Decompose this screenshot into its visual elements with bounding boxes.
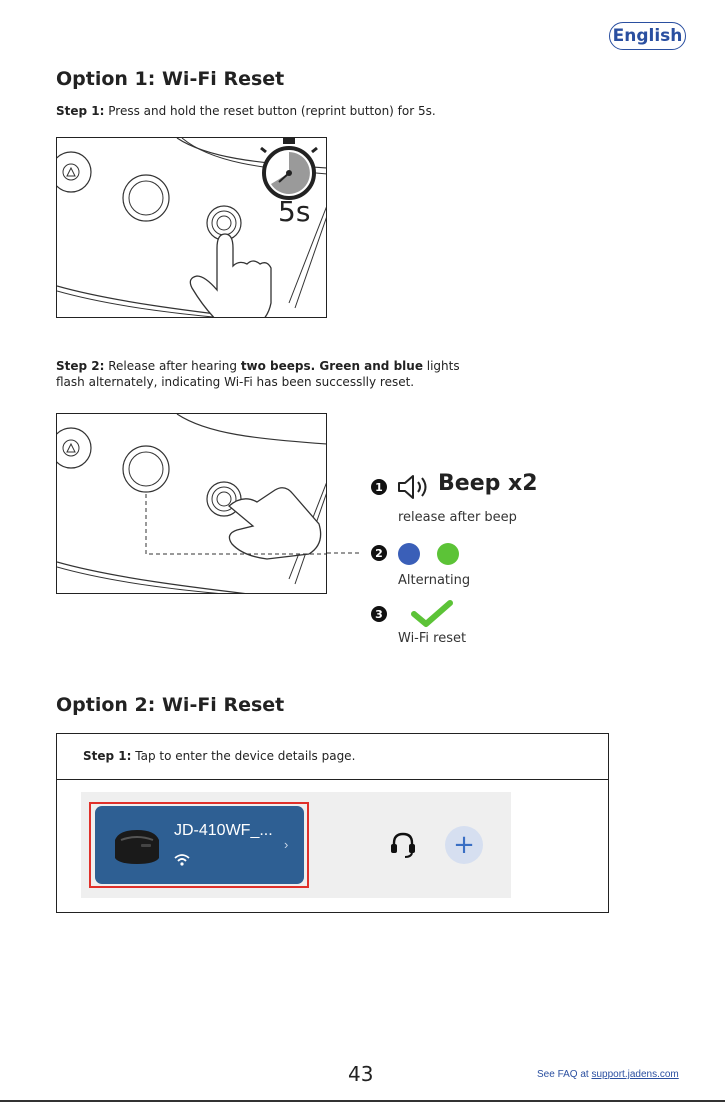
device-card-highlight (89, 802, 309, 888)
option2-step1-label: Step 1: (83, 749, 132, 763)
option1-step1-text (56, 103, 436, 119)
option1-title: Option 1: Wi-Fi Reset (56, 68, 285, 90)
alternating-label: Alternating (398, 573, 471, 588)
step1-label: Step 1: (56, 104, 105, 118)
hold-time-label: 5s (278, 195, 311, 228)
step2-line2: flash alternately, indicating Wi-Fi has been successlly reset. (56, 375, 415, 389)
option2-step1-instruction: Tap to enter the device details page. (131, 749, 356, 763)
device-name: JD-410WF_... (174, 822, 273, 839)
page-number: 43 (348, 1062, 374, 1086)
annotation-number-2: 2 (371, 545, 387, 561)
annotation-number-3: 3 (371, 606, 387, 622)
faq-prefix: See FAQ at (537, 1069, 592, 1080)
headset-icon[interactable] (389, 831, 417, 859)
speaker-icon (397, 474, 431, 500)
step2-text-a: Release after hearing (104, 359, 241, 373)
option2-title: Option 2: Wi-Fi Reset (56, 694, 285, 716)
release-illustration (56, 413, 327, 594)
box-divider (57, 779, 608, 780)
step2-bold: two beeps. Green and blue (240, 359, 423, 373)
option2-step1-text (83, 748, 355, 764)
dashed-connector (327, 550, 359, 556)
chevron-right-icon: › (284, 837, 289, 852)
support-link[interactable]: support.jadens.com (591, 1069, 679, 1080)
beep-count-label: Beep x2 (438, 471, 538, 496)
faq-note (537, 1069, 679, 1080)
step1-instruction: Press and hold the reset button (reprint button) for 5s. (104, 104, 436, 118)
checkmark-icon (411, 600, 453, 628)
add-device-button[interactable]: + (445, 826, 483, 864)
option1-step2-text (56, 358, 460, 390)
green-light-indicator (437, 543, 459, 565)
printer-top-drawing (57, 138, 327, 318)
bottom-rule (0, 1100, 725, 1102)
wifi-reset-label: Wi-Fi reset (398, 631, 467, 646)
annotation-number-1: 1 (371, 479, 387, 495)
language-badge[interactable]: English (609, 22, 686, 50)
printer-top-drawing-2 (57, 414, 327, 594)
release-after-beep-label: release after beep (398, 510, 517, 525)
step2-text-b: lights (422, 359, 460, 373)
step2-label: Step 2: (56, 359, 105, 373)
blue-light-indicator (398, 543, 420, 565)
